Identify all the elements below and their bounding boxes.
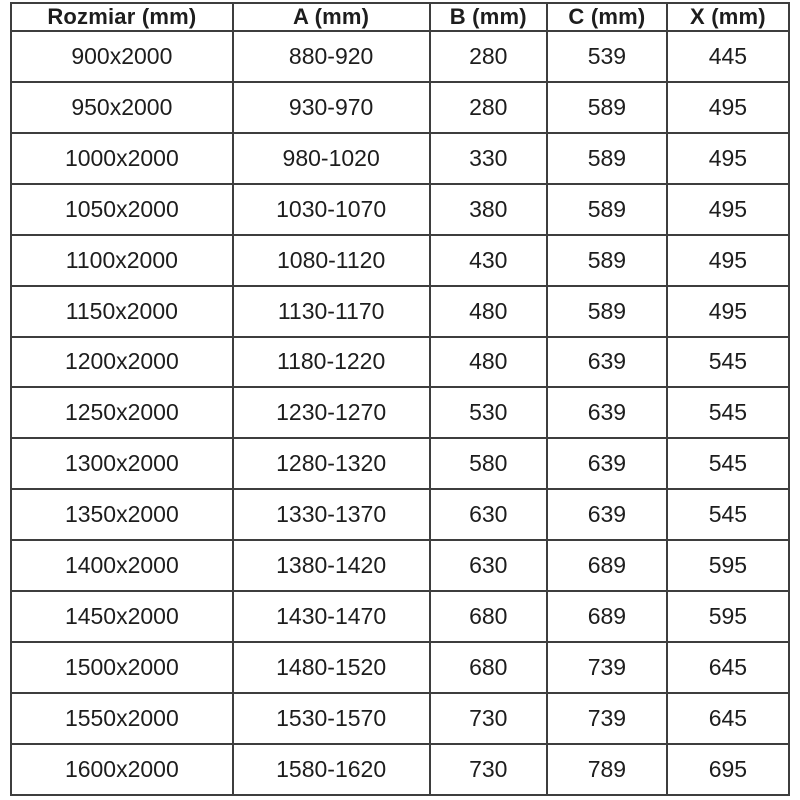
table-cell-c: 589 bbox=[547, 235, 667, 286]
table-row bbox=[11, 31, 789, 82]
table-header bbox=[11, 3, 789, 31]
table-row bbox=[11, 438, 789, 489]
table-cell-rozmiar: 1050x2000 bbox=[11, 184, 233, 235]
table-cell-a: 1280-1320 bbox=[233, 438, 430, 489]
table-row bbox=[11, 744, 789, 795]
table-cell-a: 1380-1420 bbox=[233, 540, 430, 591]
table-row bbox=[11, 82, 789, 133]
table-cell-rozmiar: 1250x2000 bbox=[11, 387, 233, 438]
table-cell-rozmiar: 1000x2000 bbox=[11, 133, 233, 184]
table-cell-x: 645 bbox=[667, 693, 789, 744]
table-row bbox=[11, 693, 789, 744]
table-cell-c: 789 bbox=[547, 744, 667, 795]
table-row bbox=[11, 540, 789, 591]
table-cell-x: 545 bbox=[667, 337, 789, 388]
column-header-c: C (mm) bbox=[547, 3, 667, 31]
table-cell-c: 739 bbox=[547, 693, 667, 744]
table-cell-b: 730 bbox=[430, 693, 547, 744]
table-cell-x: 495 bbox=[667, 286, 789, 337]
table-cell-b: 430 bbox=[430, 235, 547, 286]
table-cell-x: 545 bbox=[667, 438, 789, 489]
table-cell-x: 695 bbox=[667, 744, 789, 795]
table-cell-x: 495 bbox=[667, 235, 789, 286]
table-cell-x: 645 bbox=[667, 642, 789, 693]
table-cell-c: 589 bbox=[547, 82, 667, 133]
table-row bbox=[11, 133, 789, 184]
table-cell-b: 730 bbox=[430, 744, 547, 795]
table-cell-x: 595 bbox=[667, 540, 789, 591]
size-spec-table-container bbox=[10, 2, 790, 796]
table-cell-b: 580 bbox=[430, 438, 547, 489]
table-cell-c: 589 bbox=[547, 286, 667, 337]
column-header-rozmiar: Rozmiar (mm) bbox=[11, 3, 233, 31]
table-cell-rozmiar: 1150x2000 bbox=[11, 286, 233, 337]
table-cell-rozmiar: 1600x2000 bbox=[11, 744, 233, 795]
column-header-a: A (mm) bbox=[233, 3, 430, 31]
table-cell-c: 539 bbox=[547, 31, 667, 82]
size-spec-table bbox=[10, 2, 790, 796]
table-cell-a: 1180-1220 bbox=[233, 337, 430, 388]
table-row bbox=[11, 642, 789, 693]
column-header-x: X (mm) bbox=[667, 3, 789, 31]
table-cell-c: 589 bbox=[547, 184, 667, 235]
table-cell-b: 330 bbox=[430, 133, 547, 184]
table-cell-b: 630 bbox=[430, 540, 547, 591]
header-row bbox=[11, 3, 789, 31]
table-cell-rozmiar: 1450x2000 bbox=[11, 591, 233, 642]
table-cell-c: 639 bbox=[547, 489, 667, 540]
table-cell-a: 930-970 bbox=[233, 82, 430, 133]
column-header-b: B (mm) bbox=[430, 3, 547, 31]
table-cell-b: 680 bbox=[430, 591, 547, 642]
table-cell-a: 1330-1370 bbox=[233, 489, 430, 540]
table-cell-b: 480 bbox=[430, 286, 547, 337]
table-cell-c: 639 bbox=[547, 337, 667, 388]
table-cell-rozmiar: 1400x2000 bbox=[11, 540, 233, 591]
table-cell-a: 1480-1520 bbox=[233, 642, 430, 693]
table-cell-a: 1030-1070 bbox=[233, 184, 430, 235]
table-body bbox=[11, 31, 789, 795]
table-row bbox=[11, 591, 789, 642]
table-cell-c: 689 bbox=[547, 591, 667, 642]
table-cell-a: 1430-1470 bbox=[233, 591, 430, 642]
table-row bbox=[11, 184, 789, 235]
table-cell-b: 530 bbox=[430, 387, 547, 438]
table-cell-x: 495 bbox=[667, 82, 789, 133]
table-cell-x: 545 bbox=[667, 489, 789, 540]
table-cell-x: 545 bbox=[667, 387, 789, 438]
table-cell-rozmiar: 1100x2000 bbox=[11, 235, 233, 286]
table-cell-c: 689 bbox=[547, 540, 667, 591]
table-cell-a: 1230-1270 bbox=[233, 387, 430, 438]
table-cell-b: 280 bbox=[430, 82, 547, 133]
table-cell-c: 639 bbox=[547, 438, 667, 489]
table-cell-a: 880-920 bbox=[233, 31, 430, 82]
table-cell-rozmiar: 1300x2000 bbox=[11, 438, 233, 489]
table-cell-x: 495 bbox=[667, 184, 789, 235]
table-row bbox=[11, 235, 789, 286]
table-cell-c: 589 bbox=[547, 133, 667, 184]
table-row bbox=[11, 286, 789, 337]
table-cell-b: 680 bbox=[430, 642, 547, 693]
table-row bbox=[11, 387, 789, 438]
table-cell-rozmiar: 1500x2000 bbox=[11, 642, 233, 693]
table-cell-b: 630 bbox=[430, 489, 547, 540]
table-cell-c: 739 bbox=[547, 642, 667, 693]
table-cell-rozmiar: 900x2000 bbox=[11, 31, 233, 82]
table-cell-rozmiar: 1350x2000 bbox=[11, 489, 233, 540]
table-cell-rozmiar: 1200x2000 bbox=[11, 337, 233, 388]
table-cell-x: 445 bbox=[667, 31, 789, 82]
table-cell-b: 280 bbox=[430, 31, 547, 82]
table-cell-x: 595 bbox=[667, 591, 789, 642]
table-cell-b: 480 bbox=[430, 337, 547, 388]
table-cell-a: 1130-1170 bbox=[233, 286, 430, 337]
table-row bbox=[11, 489, 789, 540]
table-cell-a: 1580-1620 bbox=[233, 744, 430, 795]
table-cell-x: 495 bbox=[667, 133, 789, 184]
table-cell-b: 380 bbox=[430, 184, 547, 235]
table-cell-rozmiar: 950x2000 bbox=[11, 82, 233, 133]
table-cell-c: 639 bbox=[547, 387, 667, 438]
table-cell-a: 980-1020 bbox=[233, 133, 430, 184]
table-cell-a: 1080-1120 bbox=[233, 235, 430, 286]
table-cell-rozmiar: 1550x2000 bbox=[11, 693, 233, 744]
table-cell-a: 1530-1570 bbox=[233, 693, 430, 744]
table-row bbox=[11, 337, 789, 388]
